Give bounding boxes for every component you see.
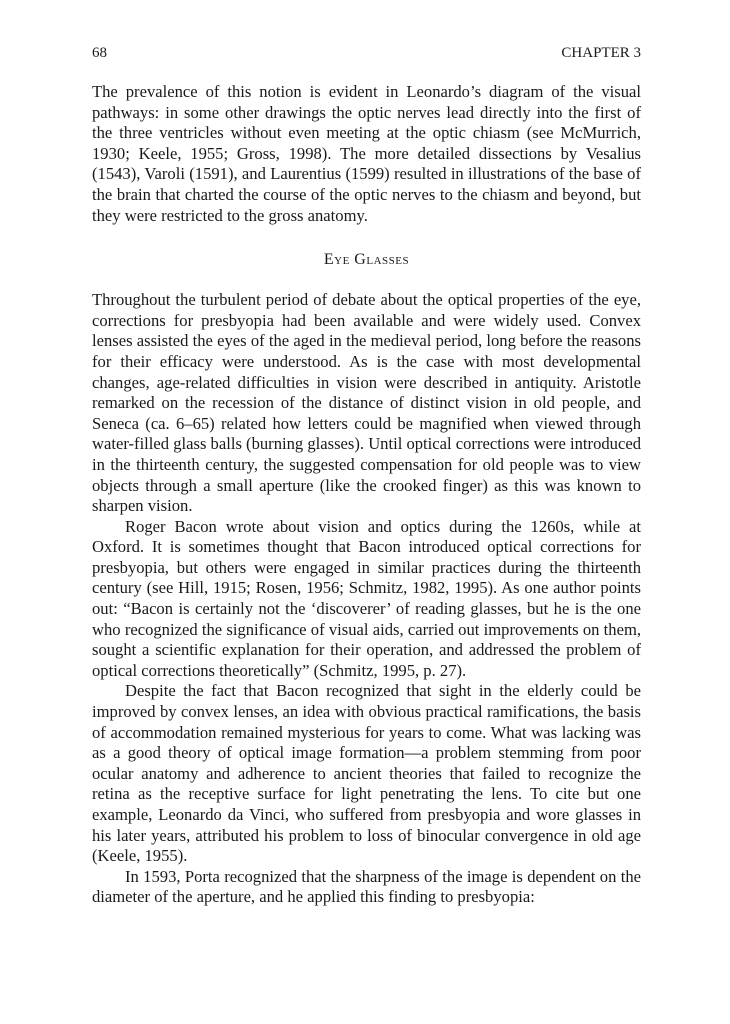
body-paragraph: Roger Bacon wrote about vision and optics during the 1260s, while at Oxford. It is sometimes thought that Bacon introduced optical corrections for presbyopia, but others were engaged in similar practices during the thirteenth century (see Hill, 1915; Rosen, 1956; Schmitz, 1982, 1995). As one author points out: “Bacon is certainly not the ‘discoverer’ of reading glasses, but he is the one who recognized the significance of visual aids, carried out improvements on them, sought a scientific explanation for their operation, and addressed the problem of optical corrections theoretically” (Schmitz, 1995, p. 27). <box>92 516 641 680</box>
intro-paragraph: The prevalence of this notion is evident in Leonardo’s diagram of the visual pathways: in some other drawings the optic nerves lead directly into the first of the three ventricles without even meeting at the optic chiasm (see McMurrich, 1930; Keele, 1955; Gross, 1998). The more detailed dissections by Vesalius (1543), Varoli (1591), and Laurentius (1599) resulted in illustrations of the base of the brain that charted the course of the optic nerves to the chiasm and beyond, but they were restricted to the gross anatomy. <box>92 82 641 225</box>
section-heading: Eye Glasses <box>323 251 410 269</box>
running-head <box>92 44 641 62</box>
chapter-label: CHAPTER 3 <box>561 45 641 61</box>
body-paragraph: In 1593, Porta recognized that the sharpness of the image is dependent on the diameter of the aperture, and he applied this finding to presbyopia: <box>92 866 641 907</box>
body-paragraph: Despite the fact that Bacon recognized that sight in the elderly could be improved by convex lenses, an idea with obvious practical ramifications, the basis of accommodation remained mysterious for years to come. What was lacking was as a good theory of optical image formation—a problem stemming from poor ocular anatomy and adherence to ancient theories that failed to recognize the retina as the receptive surface for light penetrating the lens. To cite but one example, Leonardo da Vinci, who suffered from presbyopia and wore glasses in his later years, attributed his problem to loss of binocular convergence in old age (Keele, 1955). <box>92 681 641 866</box>
page-number: 68 <box>92 45 107 61</box>
body-paragraph: Throughout the turbulent period of debate about the optical properties of the eye, corrections for presbyopia had been available and were widely used. Convex lenses assisted the eyes of the aged in the medieval period, long before the reasons for their efficacy were understood. As is the case with most developmental changes, age-related difficulties in vision were described in antiquity. Aristotle remarked on the recession of the distance of distinct vision in old people, and Seneca (ca. 6–65) related how letters could be magnified when viewed through water-filled glass balls (burning glasses). Until optical corrections were introduced in the thirteenth century, the suggested compensation for old people was to view objects through a small aperture (like the crooked finger) as this was known to sharpen vision. <box>92 290 641 516</box>
book-page <box>92 44 641 908</box>
